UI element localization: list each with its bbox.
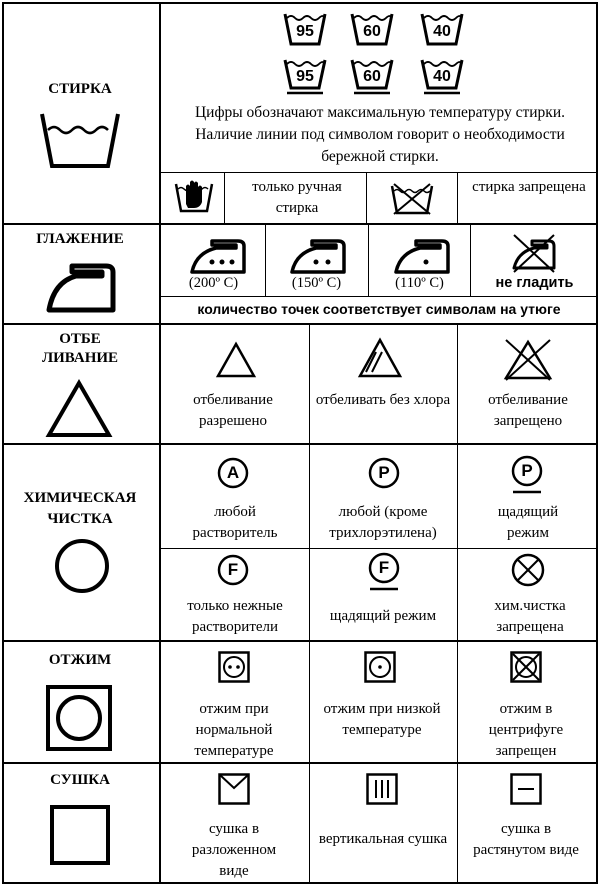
- drycleaning-a-icon: [217, 457, 249, 489]
- solvent-letter: P: [378, 463, 390, 482]
- wash-40-icon: [420, 10, 464, 48]
- section-ironing: [0, 224, 600, 324]
- section-washing: [0, 0, 600, 224]
- temp-label: 95: [296, 23, 314, 40]
- ironing-note: количество точек соответствует символам на утюге: [197, 301, 561, 317]
- circle-icon: [54, 538, 110, 594]
- hand-wash-label: только ручная стирка: [252, 179, 342, 216]
- solvent-letter: P: [521, 461, 533, 480]
- gentle-solvents-label: только нежные растворители: [187, 598, 283, 635]
- spin-square-circle-icon: [46, 685, 112, 751]
- dry-flat-icon: [218, 773, 250, 805]
- spin-low-label: отжим при низкой температуре: [323, 701, 441, 738]
- no-spin-label: отжим в центрифуге запрещен: [488, 701, 564, 759]
- dry-flat-label: сушка в разложенном виде: [191, 821, 277, 879]
- gentle-mode-label: щадящий режим: [497, 504, 559, 541]
- dry-vertical-icon: [366, 773, 398, 805]
- iron-one-dot-icon: [394, 238, 450, 274]
- no-iron-label: не гладить: [495, 275, 574, 291]
- drycleaning-p-gentle-icon: [511, 455, 543, 495]
- spin-normal-icon: [218, 651, 250, 683]
- iron-110-label: (110º C): [395, 275, 444, 291]
- iron-two-dots-icon: [290, 238, 346, 274]
- no-wash-label: стирка запрещена: [472, 179, 586, 195]
- drycleaning-title: [0, 488, 160, 530]
- section-bleaching: [0, 324, 600, 444]
- section-drycleaning: [0, 444, 600, 641]
- wash-tub-icon: [40, 112, 120, 170]
- temp-label: 60: [363, 23, 381, 40]
- dry-stretched-label: сушка в растянутом виде: [473, 821, 579, 858]
- square-icon: [50, 805, 110, 865]
- wash-95-icon: [283, 10, 327, 48]
- any-solvent-label: любой растворитель: [192, 504, 278, 541]
- washing-title: СТИРКА: [48, 81, 112, 97]
- temp-label: 95: [296, 68, 314, 85]
- section-spinning: [0, 641, 600, 763]
- wash-60-icon: [350, 10, 394, 48]
- bleaching-title-text: ОТБЕ ЛИВАНИЕ: [41, 331, 119, 366]
- no-drycleaning-label: хим.чистка запрещена: [494, 598, 566, 635]
- spinning-title: ОТЖИМ: [48, 652, 112, 668]
- wash-95-gentle-icon: [283, 56, 327, 96]
- bleach-no-chlorine-icon: [358, 338, 402, 378]
- bleaching-title: [0, 330, 160, 368]
- ironing-title: ГЛАЖЕНИЕ: [36, 231, 124, 247]
- no-iron-icon: [510, 232, 558, 274]
- iron-three-dots-icon: [190, 238, 246, 274]
- temp-label: 60: [363, 68, 381, 85]
- spin-normal-label: отжим при нормальной температуре: [194, 701, 274, 759]
- solvent-letter: F: [227, 560, 239, 579]
- no-drycleaning-icon: [510, 552, 546, 588]
- drycleaning-p-icon: [368, 457, 400, 489]
- no-trichlorethylene-label: любой (кроме трихлорэтилена): [329, 504, 437, 541]
- drycleaning-title-text: ХИМИЧЕСКАЯ ЧИСТКА: [23, 490, 137, 527]
- no-wash-icon: [390, 180, 434, 216]
- bleach-allowed-icon: [216, 342, 256, 378]
- iron-icon: [46, 262, 116, 314]
- triangle-icon: [46, 380, 112, 438]
- section-drying: [0, 763, 600, 886]
- solvent-letter: A: [226, 463, 240, 482]
- gentle-mode-label-2: щадящий режим: [329, 608, 437, 624]
- temp-label: 40: [433, 23, 451, 40]
- dry-vertical-label: вертикальная сушка: [318, 831, 448, 847]
- bleach-allowed-label: отбеливание разрешено: [193, 392, 273, 429]
- drycleaning-f-gentle-icon: [368, 552, 400, 592]
- dry-stretched-icon: [510, 773, 542, 805]
- no-spin-icon: [510, 651, 542, 683]
- spin-low-icon: [364, 651, 396, 683]
- no-bleach-icon: [502, 338, 554, 380]
- drycleaning-f-icon: [217, 554, 249, 586]
- wash-40-gentle-icon: [420, 56, 464, 96]
- drying-title: СУШКА: [50, 772, 110, 788]
- wash-60-gentle-icon: [350, 56, 394, 96]
- solvent-letter: F: [378, 558, 390, 577]
- iron-200-label: (200º C): [188, 275, 239, 291]
- bleach-no-chlorine-label: отбеливать без хлора: [315, 392, 451, 408]
- temp-label: 40: [433, 68, 451, 85]
- hand-wash-icon: [174, 178, 214, 214]
- no-bleach-label: отбеливание запрещено: [488, 392, 568, 429]
- iron-150-label: (150º C): [291, 275, 342, 291]
- washing-note: Цифры обозначают максимальную температуру стирки. Наличие линии под символом говорит о необходимости бережной стирки.: [194, 104, 565, 165]
